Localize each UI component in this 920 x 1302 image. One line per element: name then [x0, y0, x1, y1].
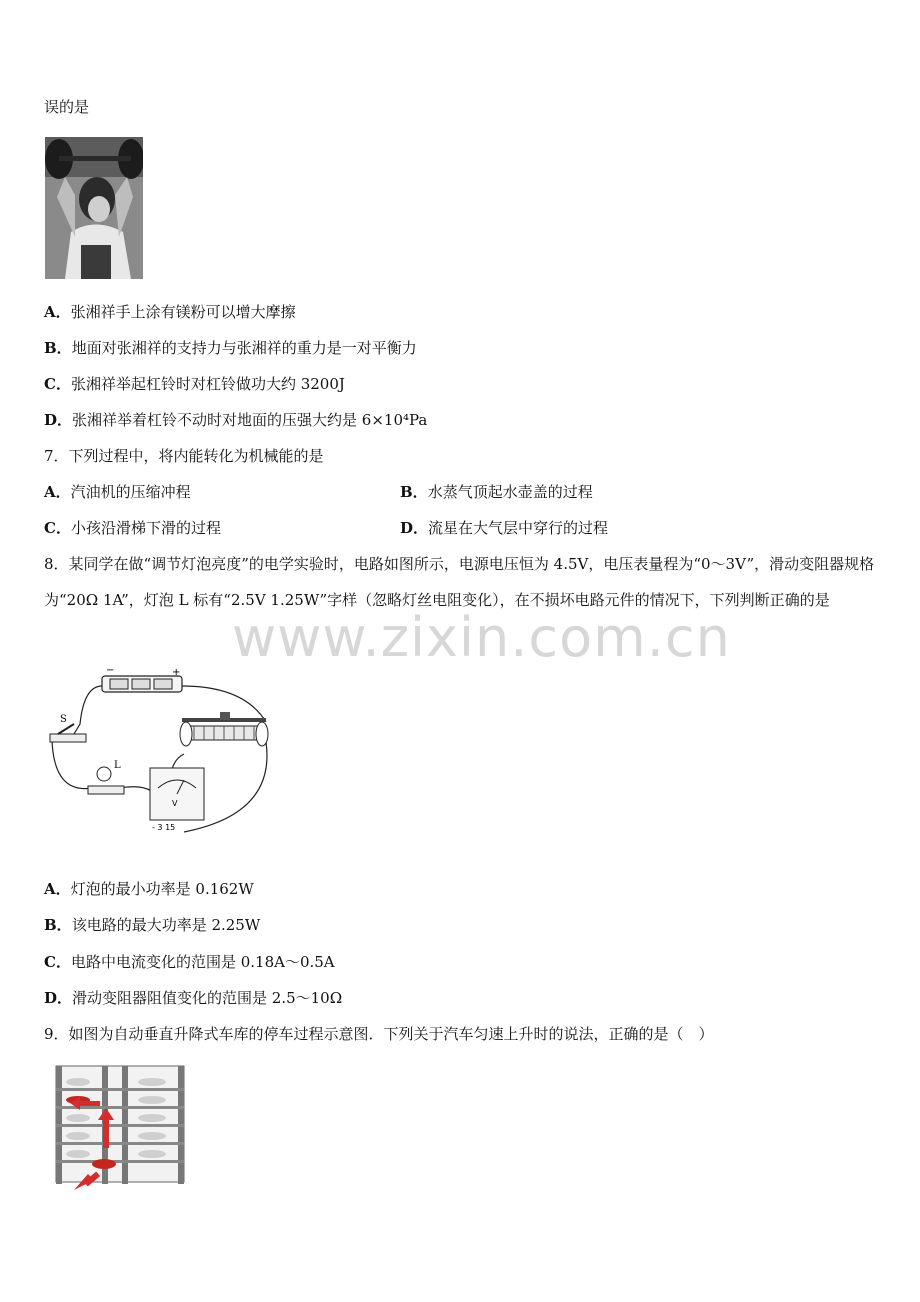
question-continuation: 误的是	[44, 98, 90, 116]
option-text: 张湘祥举起杠铃时对杠铃做功大约 3200J	[70, 375, 345, 393]
q7-option-b	[400, 482, 593, 502]
q9-stem: 9．如图为自动垂直升降式车库的停车过程示意图．下列关于汽车匀速上升时的说法，正确的是（ ）	[44, 1025, 714, 1043]
q7-option-d	[400, 518, 608, 538]
circuit-diagram	[44, 664, 278, 838]
option-text: 灯泡的最小功率是 0.162W	[70, 880, 254, 898]
option-label: D．	[44, 411, 73, 429]
option-label: A．	[44, 880, 71, 898]
lamp-label: L	[114, 760, 121, 771]
q6-option-b	[44, 338, 417, 358]
option-label: B．	[44, 339, 72, 357]
option-label: B．	[400, 483, 428, 501]
battery-minus-label: −	[106, 665, 115, 676]
q7-option-a	[44, 482, 191, 502]
option-text: 该电路的最大功率是 2.25W	[71, 916, 261, 934]
option-text: 小孩沿滑梯下滑的过程	[70, 519, 221, 537]
option-text: 张湘祥举着杠铃不动时对地面的压强大约是 6×10⁴Pa	[72, 411, 428, 429]
q7-option-c	[44, 518, 221, 538]
option-label: C．	[44, 953, 71, 971]
q7-stem: 7．下列过程中，将内能转化为机械能的是	[44, 447, 324, 465]
q8-option-d	[44, 988, 342, 1008]
option-text: 张湘祥手上涂有镁粉可以增大摩擦	[70, 303, 296, 321]
option-label: C．	[44, 375, 71, 393]
option-label: B．	[44, 916, 72, 934]
q6-option-d	[44, 410, 427, 430]
voltmeter-label: V	[172, 799, 178, 808]
option-label: A．	[44, 483, 71, 501]
option-label: D．	[44, 989, 73, 1007]
option-text: 地面对张湘祥的支持力与张湘祥的重力是一对平衡力	[71, 339, 417, 357]
parking-garage-image	[44, 1060, 186, 1194]
option-label: C．	[44, 519, 71, 537]
q6-option-a	[44, 302, 296, 322]
q8-option-b	[44, 915, 260, 935]
q8-option-a	[44, 879, 254, 899]
option-label: A．	[44, 303, 71, 321]
weightlifter-photo	[45, 137, 143, 279]
q6-option-c	[44, 374, 345, 394]
option-text: 电路中电流变化的范围是 0.18A～0.5A	[70, 953, 335, 971]
option-label: D．	[400, 519, 429, 537]
option-text: 流星在大气层中穿行的过程	[428, 519, 609, 537]
q8-option-c	[44, 952, 335, 972]
switch-label: S	[60, 714, 67, 725]
voltmeter-terminals: - 3 15	[152, 823, 176, 832]
watermark: www.zixin.com.cn	[232, 606, 731, 669]
option-text: 汽油机的压缩冲程	[70, 483, 191, 501]
battery-plus-label: +	[172, 667, 181, 678]
option-text: 水蒸气顶起水壶盖的过程	[427, 483, 593, 501]
option-text: 滑动变阻器阻值变化的范围是 2.5～10Ω	[72, 989, 343, 1007]
q8-stem: 8．某同学在做“调节灯泡亮度”的电学实验时，电路如图所示，电源电压恒为 4.5V，电压表量程为“0～3V”，滑动变阻器规格为“20Ω 1A”，灯泡 L 标有“2.5V 1.25W”字样（忽略灯丝电阻变化），在不损坏电路元件的情况下，下列判断正确的是	[44, 555, 875, 609]
